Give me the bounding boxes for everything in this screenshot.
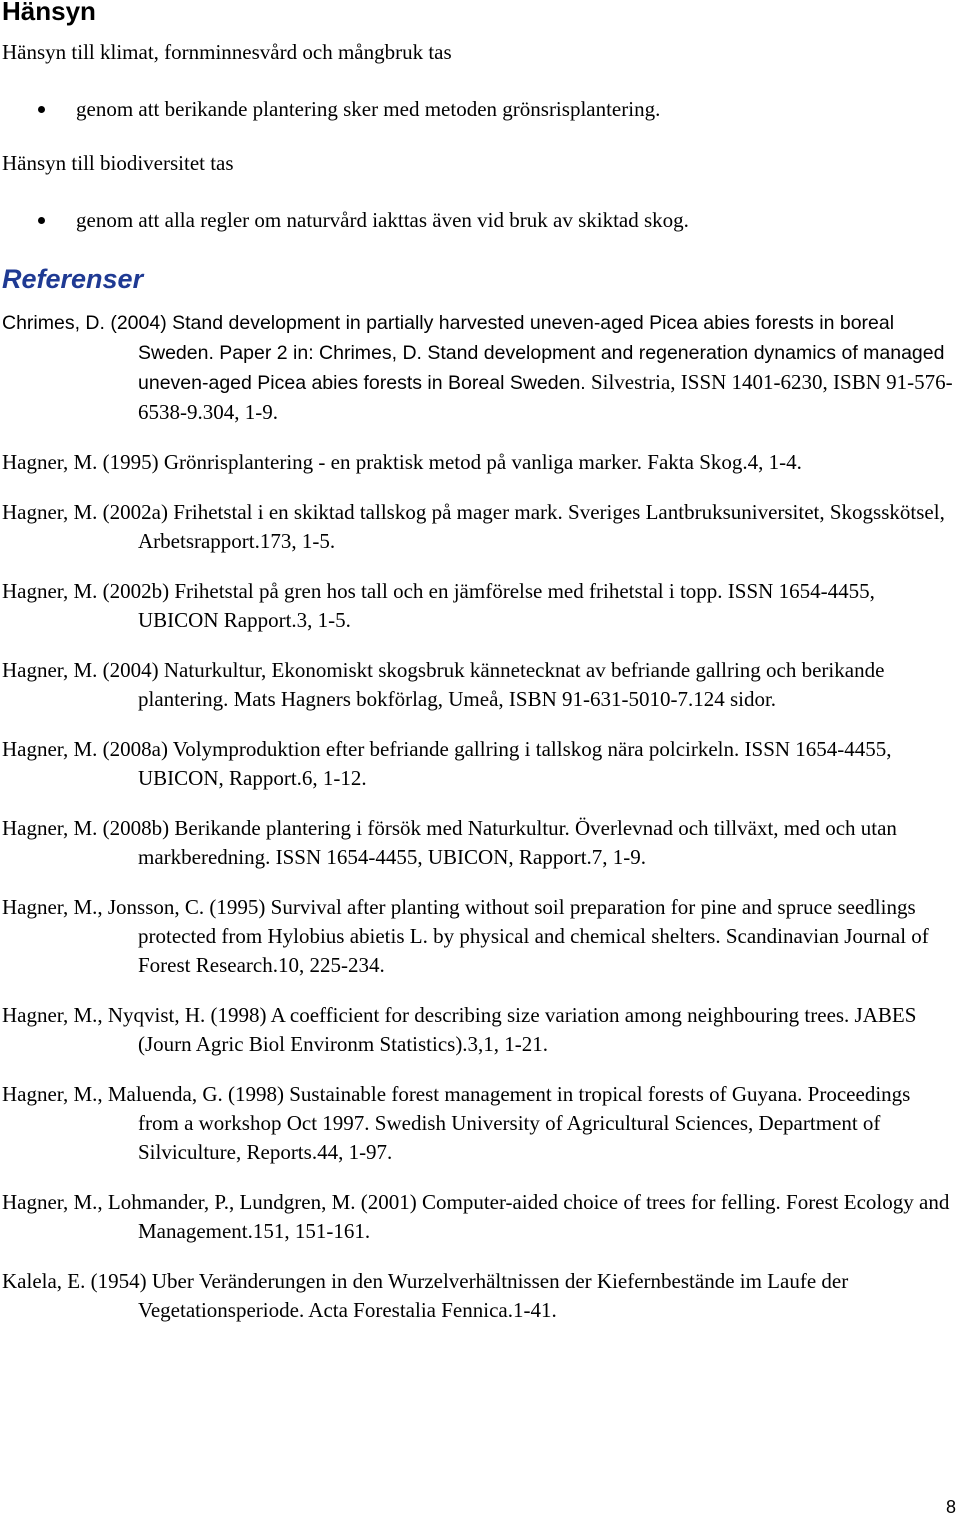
reference-item: Kalela, E. (1954) Uber Veränderungen in den Wurzelverhältnissen der Kiefernbestände im Laufe der Vegetationsperiode. Acta Forestalia Fennica.1-41.	[2, 1269, 849, 1322]
reference-list	[2, 308, 954, 1325]
reference-item: Hagner, M. (2008a) Volymproduktion efter befriande gallring i tallskog nära polcirkeln. ISSN 1654-4455, UBICON, Rapport.6, 1-12.	[2, 737, 892, 790]
reference-item: Hagner, M., Lohmander, P., Lundgren, M. (2001) Computer-aided choice of trees for felling. Forest Ecology and Management.151, 151-161.	[2, 1190, 950, 1243]
bullet-icon	[38, 106, 45, 113]
bullet-item-2	[0, 206, 960, 235]
reference-item: Hagner, M., Nyqvist, H. (1998) A coefficient for describing size variation among neighbouring trees. JABES (Journ Agric Biol Environm Statistics).3,1, 1-21.	[2, 1003, 917, 1056]
intro-biodiversitet: Hänsyn till biodiversitet tas	[2, 151, 234, 175]
bullet-text: genom att alla regler om naturvård iakttas även vid bruk av skiktad skog.	[76, 208, 689, 232]
reference-item: Hagner, M., Jonsson, C. (1995) Survival after planting without soil preparation for pine and spruce seedlings protected from Hylobius abietis L. by physical and chemical shelters. Scandinavian Journal of Forest Research.10, 225-234.	[2, 895, 929, 977]
reference-item: Hagner, M. (2008b) Berikande plantering i försök med Naturkultur. Överlevnad och tillväxt, med och utan markberedning. ISSN 1654-4455, UBICON, Rapport.7, 1-9.	[2, 816, 897, 869]
reference-item: Hagner, M. (2004) Naturkultur, Ekonomiskt skogsbruk kännetecknat av befriande gallring och berikande plantering. Mats Hagners bokförlag, Umeå, ISBN 91-631-5010-7.124 sidor.	[2, 658, 885, 711]
reference-item: Hagner, M. (2002b) Frihetstal på gren hos tall och en jämförelse med frihetstal i topp. ISSN 1654-4455, UBICON Rapport.3, 1-5.	[2, 579, 875, 632]
bullet-item-1	[0, 95, 960, 124]
reference-item: Hagner, M. (1995) Grönrisplantering - en praktisk metod på vanliga marker. Fakta Skog.4, 1-4.	[2, 450, 802, 474]
bullet-icon	[38, 217, 45, 224]
intro-climat: Hänsyn till klimat, fornminnesvård och mångbruk tas	[2, 40, 452, 64]
reference-item: Hagner, M. (2002a) Frihetstal i en skiktad tallskog på mager mark. Sveriges Lantbruksuniversitet, Skogsskötsel, Arbetsrapport.173, 1-5.	[2, 500, 945, 553]
bullet-text: genom att berikande plantering sker med metoden grönsrisplantering.	[76, 97, 661, 121]
page-number: 8	[945, 1497, 956, 1517]
reference-item: Chrimes, D. (2004) Stand development in partially harvested uneven-aged Picea abies forests in boreal Sweden. Paper 2 in: Chrimes, D. Stand development and regeneration dynamics of managed uneven-aged Picea abies forests in Boreal Sweden. Silvestria, ISSN 1401-6230, ISBN 91-576-6538-9.304, 1-9.	[2, 312, 953, 424]
heading-hansyn: Hänsyn	[2, 0, 96, 26]
heading-referenser: Referenser	[2, 264, 144, 294]
reference-item: Hagner, M., Maluenda, G. (1998) Sustainable forest management in tropical forests of Guyana. Proceedings from a workshop Oct 1997. Swedish University of Agricultural Sciences, Department of Silviculture, Reports.44, 1-97.	[2, 1082, 911, 1164]
